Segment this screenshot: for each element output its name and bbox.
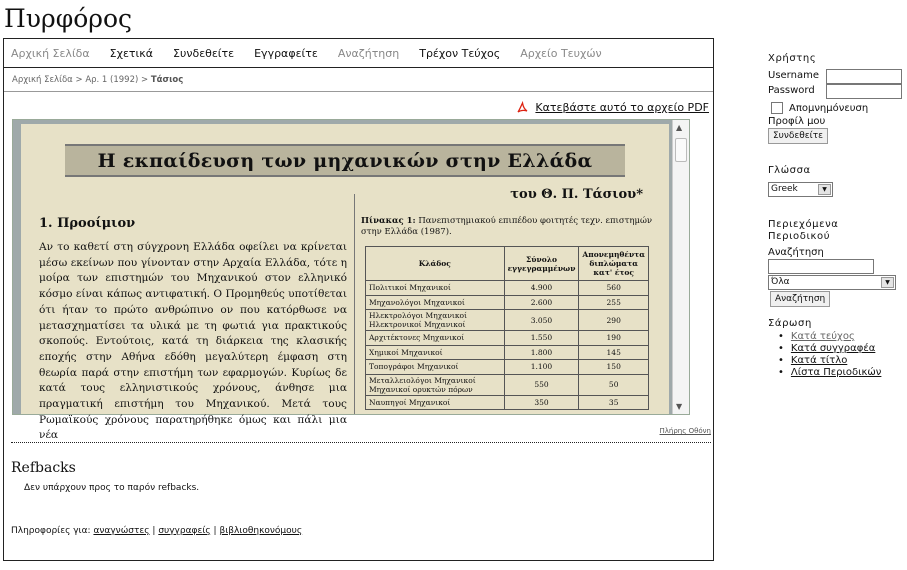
table-row xyxy=(366,295,649,310)
pdf-page xyxy=(21,124,669,442)
nav-register[interactable]: Εγγραφείτε xyxy=(254,46,318,60)
pdf-download-link[interactable]: Κατεβάστε αυτό το αρχείο PDF xyxy=(535,101,709,114)
nav-home[interactable]: Αρχική Σελίδα xyxy=(11,46,90,60)
chevron-down-icon: ▼ xyxy=(818,184,831,195)
table-caption-label: Πίνακας 1: xyxy=(361,216,416,226)
search-scope-select[interactable] xyxy=(768,275,896,290)
scroll-up-icon[interactable]: ▲ xyxy=(676,123,683,132)
paper-body-text: Αν το καθετί στη σύγχρονη Ελλάδα οφείλει να κρίνεται μέσω εκείνων που γίνονταν στην Αρχαία Ελλάδα, τότε η μοίρα των επιστημών του Μηχανικού στον ελληνικό κόσμο είναι κάπως αντιφατική. Ο Προμηθεύς υποτίθεται ότι ήταν το πρώτο ανθρώπινο ον που κατόρθωσε να μετασχηματίσει τα υλικά με τη φωτιά για πρακτικούς σκοπούς. Εντούτοις, κατά τη διάρκεια της κλασικής εποχής στην Αθήνα εδόθη μεγαλύτερη έμφαση στη θεωρία παρά στην επιστήμη των εφαρμογών. Κυρίως δε κατά τους ελληνιστικούς χρόνους, άνθησε μια πραγματική επιστήμη του Μηχανικού. Μετά τους Ρωμαϊκούς χρόνους παρατηρήθηκε όμως και πάλι μια νέα xyxy=(39,241,347,442)
divider xyxy=(11,442,711,443)
browse-journals-link[interactable]: Λίστα Περιοδικών xyxy=(790,367,882,378)
journal-content-title: Περιεχόμενα Περιοδικού xyxy=(768,219,839,242)
table-row xyxy=(366,345,649,360)
table-cell: Αρχιτέκτονες Μηχανικοί xyxy=(366,331,505,346)
paper-author: του Θ. Π. Τάσιου* xyxy=(510,187,643,202)
browse-by-issue-link[interactable]: Κατά τεύχος xyxy=(790,331,855,342)
table-cell: 550 xyxy=(504,374,579,395)
language-select[interactable] xyxy=(768,182,833,197)
paper-table xyxy=(365,246,649,410)
table-header-cell: Κλάδος xyxy=(366,247,505,281)
main-content-frame xyxy=(3,38,714,561)
info-links xyxy=(11,526,302,536)
info-authors-link[interactable]: συγγραφείς xyxy=(158,526,211,536)
pdf-download[interactable] xyxy=(517,101,709,114)
password-label: Password xyxy=(768,85,815,96)
list-item xyxy=(778,355,881,367)
table-cell: Χημικοί Μηχανικοί xyxy=(366,345,505,360)
refbacks-empty-text: Δεν υπάρχουν προς το παρόν refbacks. xyxy=(24,483,200,493)
column-divider xyxy=(354,194,355,414)
browse-by-author-link[interactable]: Κατά συγγραφέα xyxy=(790,343,876,354)
table-cell: Ηλεκτρολόγοι Μηχανικοί Ηλεκτρονικοί Μηχανικοί xyxy=(366,310,505,331)
table-row xyxy=(366,395,649,410)
table-cell: Τοπογράφοι Μηχανικοί xyxy=(366,360,505,375)
table-cell: 150 xyxy=(579,360,649,375)
pdf-icon xyxy=(517,102,528,114)
paper-section-heading: 1. Προοίμιον xyxy=(39,216,136,231)
breadcrumb-separator: > xyxy=(141,75,149,85)
user-block-title: Χρήστης xyxy=(768,53,817,64)
table-cell: 560 xyxy=(579,281,649,296)
table-cell: 1.800 xyxy=(504,345,579,360)
table-cell: 4.900 xyxy=(504,281,579,296)
table-cell: 1.100 xyxy=(504,360,579,375)
table-cell: 145 xyxy=(579,345,649,360)
table-cell: Μηχανολόγοι Μηχανικοί xyxy=(366,295,505,310)
nav-archives[interactable]: Αρχείο Τευχών xyxy=(520,46,602,60)
nav-current-issue[interactable]: Τρέχον Τεύχος xyxy=(419,46,501,60)
breadcrumb-separator: > xyxy=(75,75,83,85)
top-nav xyxy=(4,39,713,68)
table-caption-text: Πανεπιστημιακού επιπέδου φοιτητές τεχν. επιστημών στην Ελλάδα (1987). xyxy=(361,216,653,237)
nav-about[interactable]: Σχετικά xyxy=(109,46,153,60)
scrollbar-thumb[interactable] xyxy=(675,138,687,162)
table-cell: 290 xyxy=(579,310,649,331)
table-header-cell: Σύνολο εγγεγραμμένων xyxy=(504,247,579,281)
breadcrumb-issue[interactable]: Αρ. 1 (1992) xyxy=(85,75,139,85)
list-item xyxy=(778,367,881,379)
username-input[interactable] xyxy=(826,69,902,84)
breadcrumb-home[interactable]: Αρχική Σελίδα xyxy=(12,75,73,85)
table-cell: 1.550 xyxy=(504,331,579,346)
table-header-cell: Απονεμηθέντα διπλώματα κατ' έτος xyxy=(579,247,649,281)
search-input[interactable] xyxy=(768,259,874,274)
language-selected: Greek xyxy=(771,184,798,194)
profile-label: Προφίλ μου xyxy=(768,116,826,127)
browse-list xyxy=(778,331,881,379)
browse-block-title: Σάρωση xyxy=(768,318,812,329)
table-row xyxy=(366,374,649,395)
password-input[interactable] xyxy=(826,84,902,99)
remember-label: Απομνημόνευση xyxy=(789,103,869,114)
table-cell: Πολιτικοί Μηχανικοί xyxy=(366,281,505,296)
scroll-down-icon[interactable]: ▼ xyxy=(676,402,683,411)
info-prefix: Πληροφορίες για: xyxy=(11,526,91,536)
viewer-scrollbar[interactable] xyxy=(672,120,689,414)
info-separator: | xyxy=(213,526,217,536)
table-row xyxy=(366,310,649,331)
table-header-row xyxy=(366,247,649,281)
table-cell: 35 xyxy=(579,395,649,410)
browse-by-title-link[interactable]: Κατά τίτλο xyxy=(790,355,848,366)
table-row xyxy=(366,360,649,375)
language-block-title: Γλώσσα xyxy=(768,165,811,176)
search-scope-selected: Όλα xyxy=(771,277,790,287)
table-cell: 255 xyxy=(579,295,649,310)
table-cell: 3.050 xyxy=(504,310,579,331)
remember-checkbox[interactable] xyxy=(771,102,783,114)
list-item xyxy=(778,343,881,355)
nav-search[interactable]: Αναζήτηση xyxy=(337,46,400,60)
fullscreen-link[interactable]: Πλήρης Οθόνη xyxy=(659,427,711,435)
table-cell: 50 xyxy=(579,374,649,395)
table-caption xyxy=(361,216,656,238)
table-cell: 190 xyxy=(579,331,649,346)
refbacks-title: Refbacks xyxy=(11,460,76,476)
nav-login[interactable]: Συνδεθείτε xyxy=(173,46,235,60)
chevron-down-icon: ▼ xyxy=(881,277,894,288)
table-cell: 2.600 xyxy=(504,295,579,310)
info-librarians-link[interactable]: βιβλιοθηκονόμους xyxy=(219,526,303,536)
list-item xyxy=(778,331,881,343)
search-label: Αναζήτηση xyxy=(768,247,824,258)
info-readers-link[interactable]: αναγνώστες xyxy=(93,526,150,536)
username-label: Username xyxy=(768,70,819,81)
search-button[interactable]: Αναζήτηση xyxy=(770,291,830,307)
breadcrumb-current: Τάσιος xyxy=(150,75,184,85)
paper-title: Η εκπαίδευση των μηχανικών στην Ελλάδα xyxy=(65,144,625,177)
breadcrumb xyxy=(4,68,713,92)
site-title: Πυρφόρος xyxy=(4,4,133,33)
table-cell: Μεταλλειολόγοι Μηχανικοί Μηχανικοί ορυκτών πόρων xyxy=(366,374,505,395)
table-row xyxy=(366,281,649,296)
table-row xyxy=(366,331,649,346)
table-cell: Ναυπηγοί Μηχανικοί xyxy=(366,395,505,410)
table-cell: 350 xyxy=(504,395,579,410)
login-button[interactable]: Συνδεθείτε xyxy=(768,128,828,144)
info-separator: | xyxy=(152,526,156,536)
